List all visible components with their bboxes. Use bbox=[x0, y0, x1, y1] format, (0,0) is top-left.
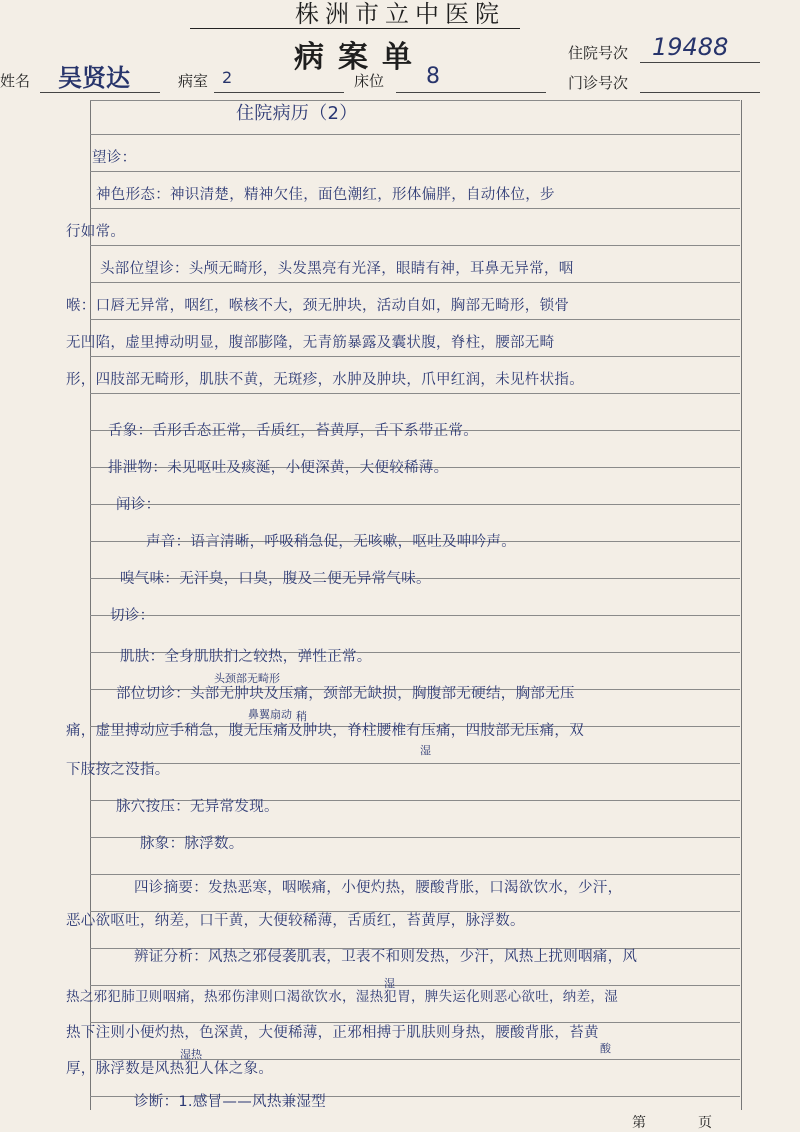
record-line: 神色形态：神识清楚，精神欠佳，面色潮红，形体偏胖，自动体位，步 bbox=[96, 187, 555, 203]
bed-label: 床位 bbox=[354, 72, 385, 90]
record-line: 肌肤：全身肌肤扪之较热，弹性正常。 bbox=[120, 649, 372, 665]
record-line: 无凹陷，虚里搏动明显，腹部膨隆，无青筋暴露及囊状腹，脊柱，腰部无畸 bbox=[66, 335, 555, 351]
admission-number-label: 住院号次 bbox=[568, 44, 629, 62]
inserted-text: 湿 bbox=[420, 744, 431, 757]
page-label-suffix: 页 bbox=[698, 1115, 712, 1131]
inserted-text: 湿热 bbox=[180, 1048, 202, 1061]
name-label: 姓名 bbox=[0, 72, 31, 90]
record-line: 喉：口唇无异常，咽红，喉核不大，颈无肿块，活动自如，胸部无畸形，锁骨 bbox=[66, 298, 570, 314]
bed-underline bbox=[396, 92, 546, 93]
record-line: 嗅气味：无汗臭，口臭，腹及二便无异常气味。 bbox=[120, 571, 431, 587]
record-line: 诊断：1.感冒——风热兼湿型 bbox=[134, 1094, 327, 1110]
record-line: 下肢按之没指。 bbox=[66, 762, 170, 778]
admission-number-value: 19488 bbox=[652, 33, 729, 61]
ruled-line bbox=[90, 171, 740, 172]
record-line: 痛，虚里搏动应手稍急，腹无压痛及肿块，脊柱腰椎有压痛，四肢部无压痛，双 bbox=[66, 723, 584, 739]
record-line: 四诊摘要：发热恶寒，咽喉痛，小便灼热，腰酸背胀，口渴欲饮水，少汗， bbox=[134, 880, 623, 896]
record-line: 形，四肢部无畸形，肌肤不黄，无斑疹，水肿及肿块，爪甲红润，未见杵状指。 bbox=[66, 372, 584, 388]
record-line: 脉穴按压：无异常发现。 bbox=[116, 799, 279, 815]
ruled-line bbox=[90, 245, 740, 246]
sheet-top-border bbox=[90, 100, 740, 101]
outpatient-number-underline bbox=[640, 92, 760, 93]
record-line: 声音：语言清晰，呼吸稍急促，无咳嗽，呕吐及呻吟声。 bbox=[146, 534, 516, 550]
page-label-prefix: 第 bbox=[632, 1115, 646, 1131]
ward-value: 2 bbox=[222, 68, 233, 87]
inserted-text: 头颈部无畸形 bbox=[214, 672, 280, 685]
record-line: 部位切诊：头部无肿块及压痛，颈部无缺损，胸腹部无硬结，胸部无压 bbox=[116, 686, 575, 702]
ruled-line bbox=[90, 282, 740, 283]
ruled-line bbox=[90, 393, 740, 394]
ruled-line bbox=[90, 763, 740, 764]
ward-underline bbox=[214, 92, 344, 93]
inserted-text: 鼻翼扇动 bbox=[248, 708, 292, 721]
inserted-text: 稍 bbox=[296, 710, 307, 723]
record-line: 热下注则小便灼热，色深黄，大便稀薄，正邪相搏于肌肤则身热，腰酸背胀，苔黄 bbox=[66, 1025, 599, 1041]
hospital-name: 株洲市立中医院 bbox=[295, 0, 505, 28]
record-line: 舌象：舌形舌态正常，舌质红，苔黄厚，舌下系带正常。 bbox=[108, 423, 478, 439]
patient-name: 吴贤达 bbox=[58, 64, 130, 92]
record-line: 排泄物：未见呕吐及痰涎，小便深黄，大便较稀薄。 bbox=[108, 460, 449, 476]
record-line: 热之邪犯肺卫则咽痛，热邪伤津则口渴欲饮水，湿热犯胃，脾失运化则恶心欲吐，纳差，湿 bbox=[66, 989, 618, 1005]
record-line: 头部位望诊：头颅无畸形，头发黑亮有光泽，眼睛有神，耳鼻无异常，咽 bbox=[100, 261, 574, 277]
admission-number-underline bbox=[640, 62, 760, 63]
ruled-line bbox=[90, 985, 740, 986]
ruled-line bbox=[90, 874, 740, 875]
record-title: 住院病历（2） bbox=[236, 103, 358, 124]
ruled-line bbox=[90, 208, 740, 209]
name-underline bbox=[40, 92, 160, 93]
bed-value: 8 bbox=[426, 64, 440, 89]
ruled-line bbox=[90, 615, 740, 616]
ruled-line bbox=[90, 504, 740, 505]
inserted-text: 湿 bbox=[384, 977, 395, 990]
ruled-line bbox=[90, 356, 740, 357]
record-line: 望诊： bbox=[92, 150, 137, 166]
hospital-underline bbox=[190, 28, 520, 29]
ward-label: 病室 bbox=[178, 72, 209, 90]
inserted-text: 酸 bbox=[600, 1042, 611, 1055]
record-line: 厚，脉浮数是风热犯人体之象。 bbox=[66, 1061, 274, 1077]
outpatient-number-label: 门诊号次 bbox=[568, 74, 629, 92]
record-line: 恶心欲呕吐，纳差，口干黄，大便较稀薄，舌质红，苔黄厚，脉浮数。 bbox=[66, 913, 525, 929]
record-line: 辨证分析：风热之邪侵袭肌表，卫表不和则发热，少汗，风热上扰则咽痛，风 bbox=[134, 949, 638, 965]
record-line: 闻诊： bbox=[116, 497, 161, 513]
record-line: 脉象：脉浮数。 bbox=[140, 836, 244, 852]
ruled-line bbox=[90, 134, 740, 135]
record-line: 行如常。 bbox=[66, 224, 126, 240]
ruled-line bbox=[90, 319, 740, 320]
record-line: 切诊： bbox=[110, 608, 155, 624]
form-title: 病案单 bbox=[294, 40, 426, 75]
